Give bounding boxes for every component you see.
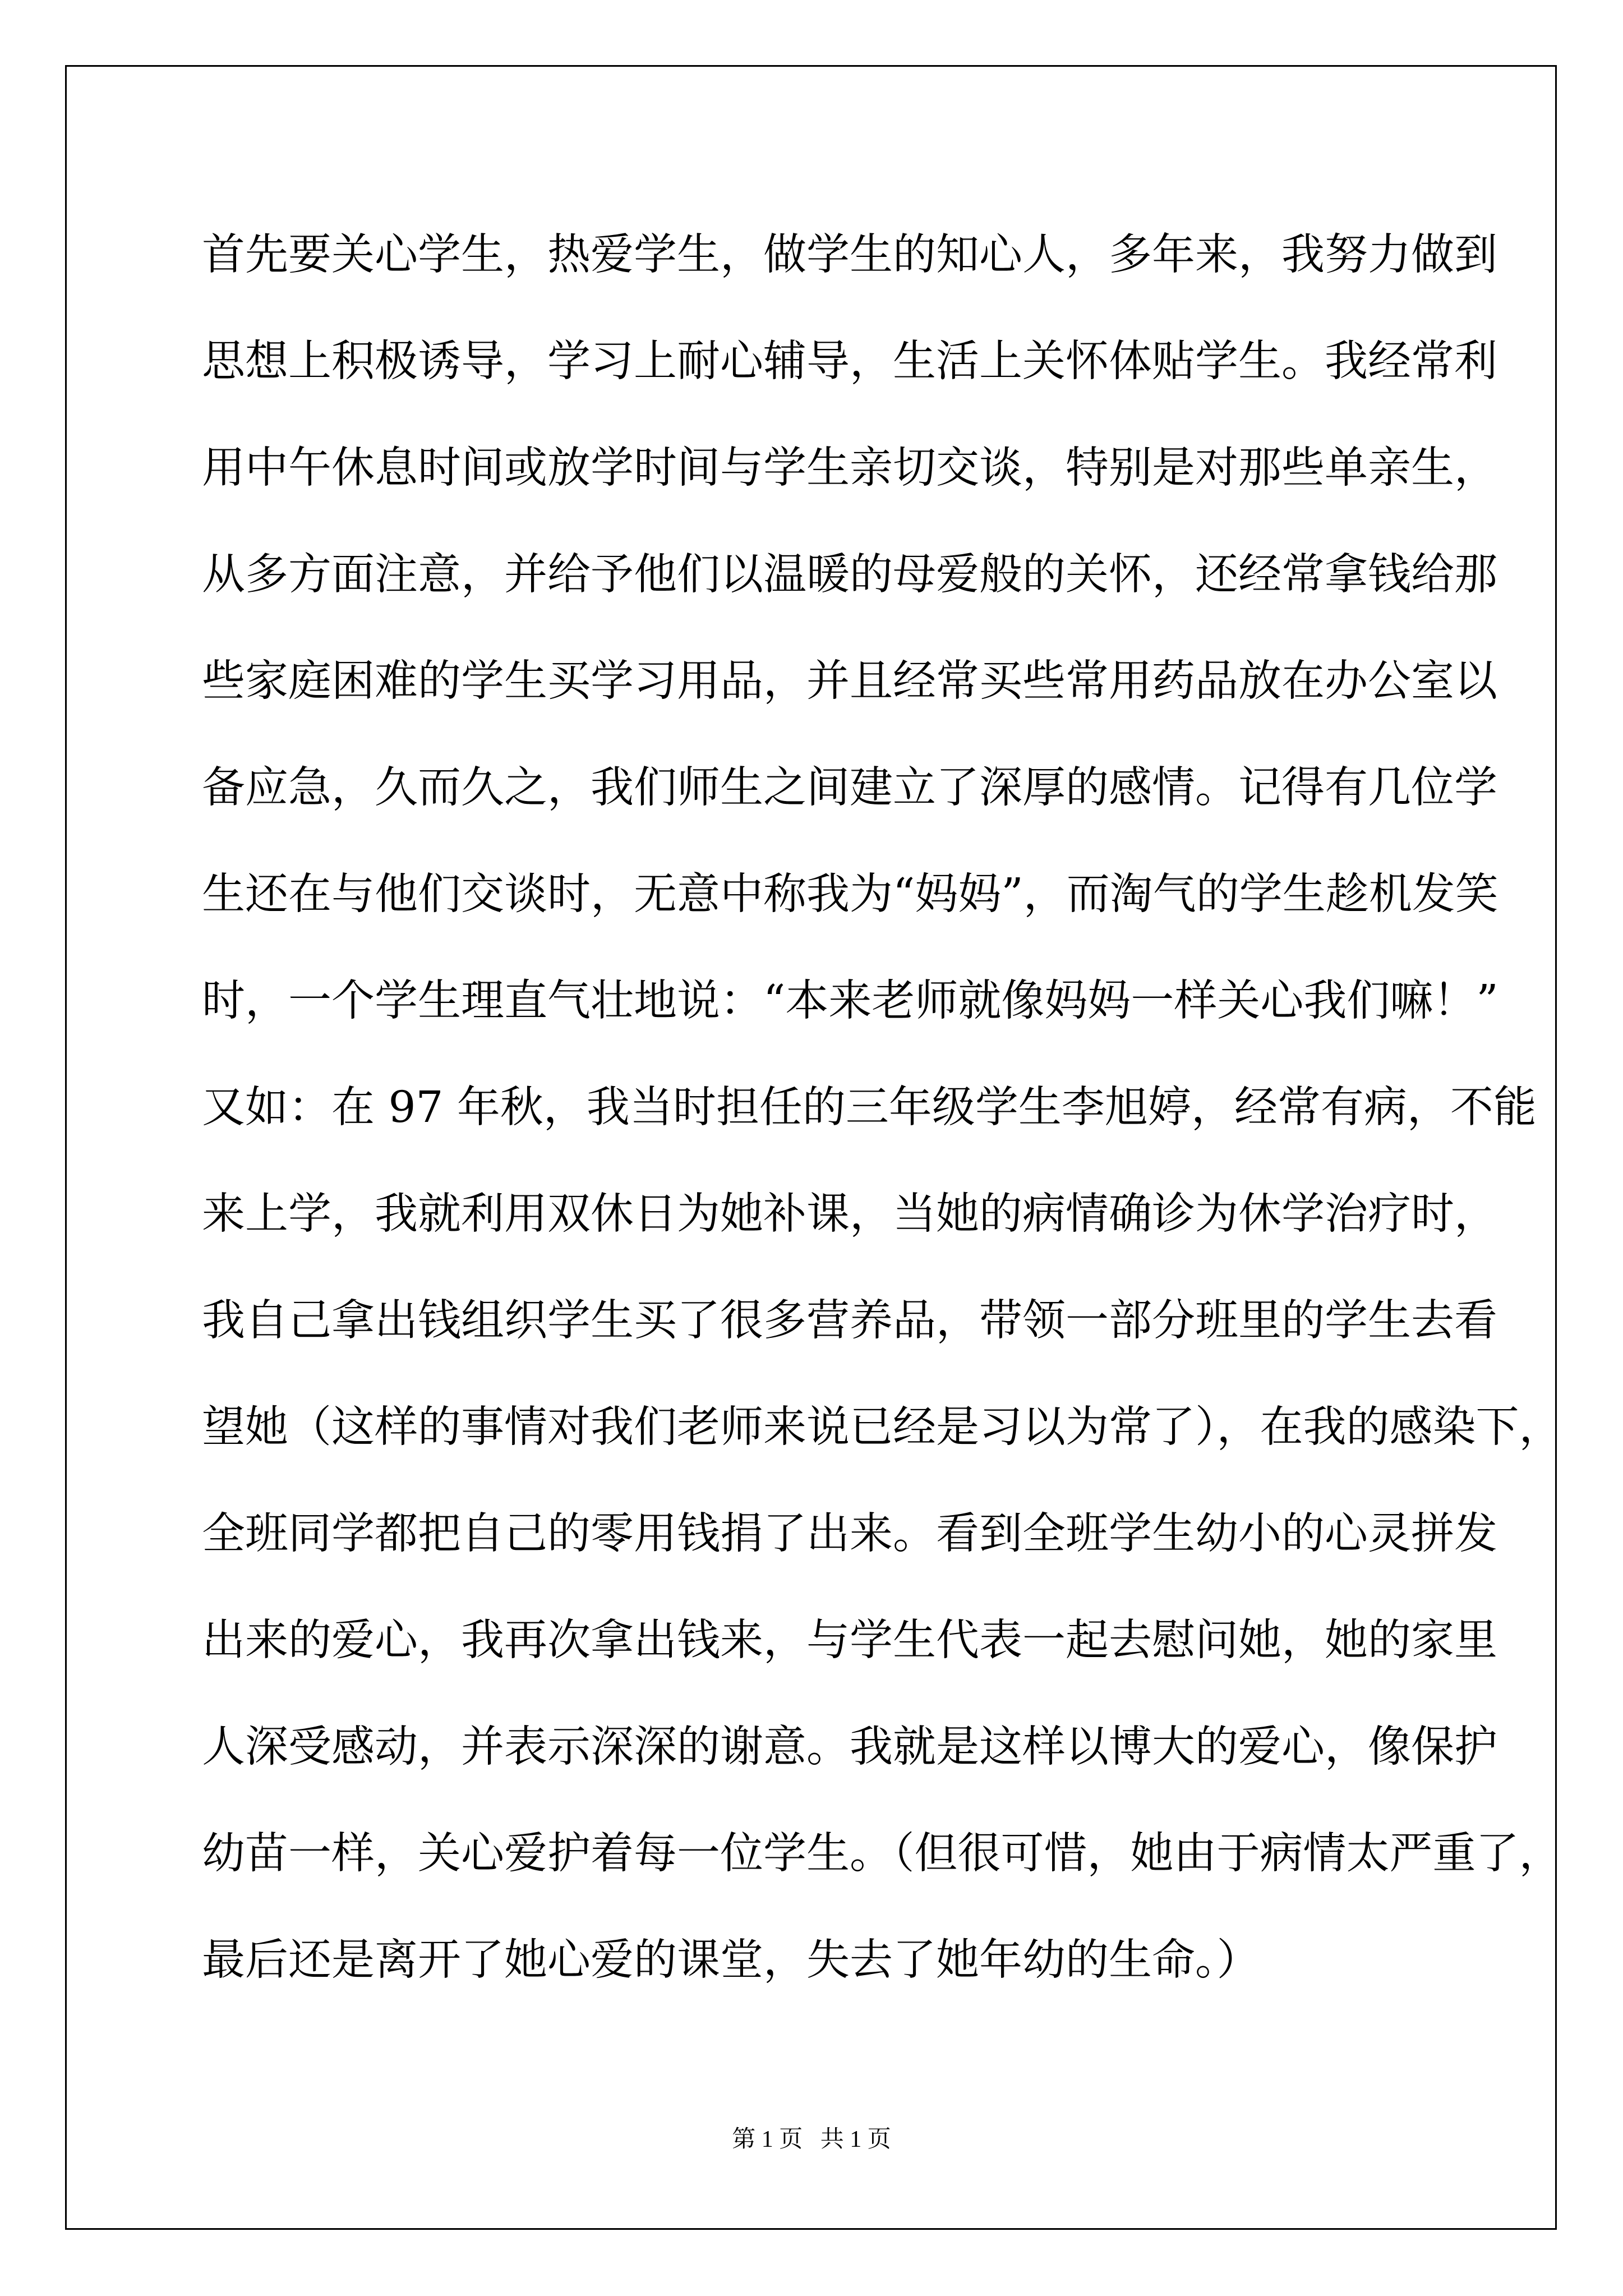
page-footer: 第 1 页 共 1 页 <box>732 2127 891 2152</box>
text-line: 全班同学都把自己的零用钱捐了出来。看到全班学生幼小的心灵拼发 <box>202 1509 1497 1559</box>
text-line: 出来的爱心，我再次拿出钱来，与学生代表一起去慰问她，她的家里 <box>202 1616 1497 1665</box>
text-line: 首先要关心学生，热爱学生，做学生的知心人，多年来，我努力做到 <box>202 230 1497 280</box>
text-line: 思想上积极诱导，学习上耐心辅导，生活上关怀体贴学生。我经常利 <box>202 337 1497 386</box>
text-line: 些家庭困难的学生买学习用品，并且经常买些常用药品放在办公室以 <box>202 656 1497 706</box>
text-line: 备应急，久而久之，我们师生之间建立了深厚的感情。记得有几位学 <box>202 763 1497 813</box>
text-line: 生还在与他们交谈时，无意中称我为“妈妈”，而淘气的学生趁机发笑 <box>202 869 1498 919</box>
text-line: 幼苗一样，关心爱护着每一位学生。（但很可惜，她由于病情太严重了， <box>202 1829 1562 1879</box>
text-line: 人深受感动，并表示深深的谢意。我就是这样以博大的爱心，像保护 <box>202 1722 1497 1772</box>
body-text <box>202 202 1562 2014</box>
text-line: 用中午休息时间或放学时间与学生亲切交谈，特别是对那些单亲生， <box>202 443 1497 493</box>
text-line: 我自己拿出钱组织学生买了很多营养品，带领一部分班里的学生去看 <box>202 1296 1497 1346</box>
text-line: 来上学，我就利用双休日为她补课，当她的病情确诊为休学治疗时， <box>202 1189 1497 1239</box>
text-line: 又如：在 97 年秋，我当时担任的三年级学生李旭婷，经常有病，不能 <box>202 1083 1537 1133</box>
text-line: 望她（这样的事情对我们老师来说已经是习以为常了），在我的感染下， <box>202 1402 1562 1452</box>
text-line: 时，一个学生理直气壮地说：“本来老师就像妈妈一样关心我们嘛！” <box>202 976 1498 1026</box>
text-line: 最后还是离开了她心爱的课堂，失去了她年幼的生命。） <box>202 1935 1260 1985</box>
text-line: 从多方面注意，并给予他们以温暖的母爱般的关怀，还经常拿钱给那 <box>202 550 1497 600</box>
